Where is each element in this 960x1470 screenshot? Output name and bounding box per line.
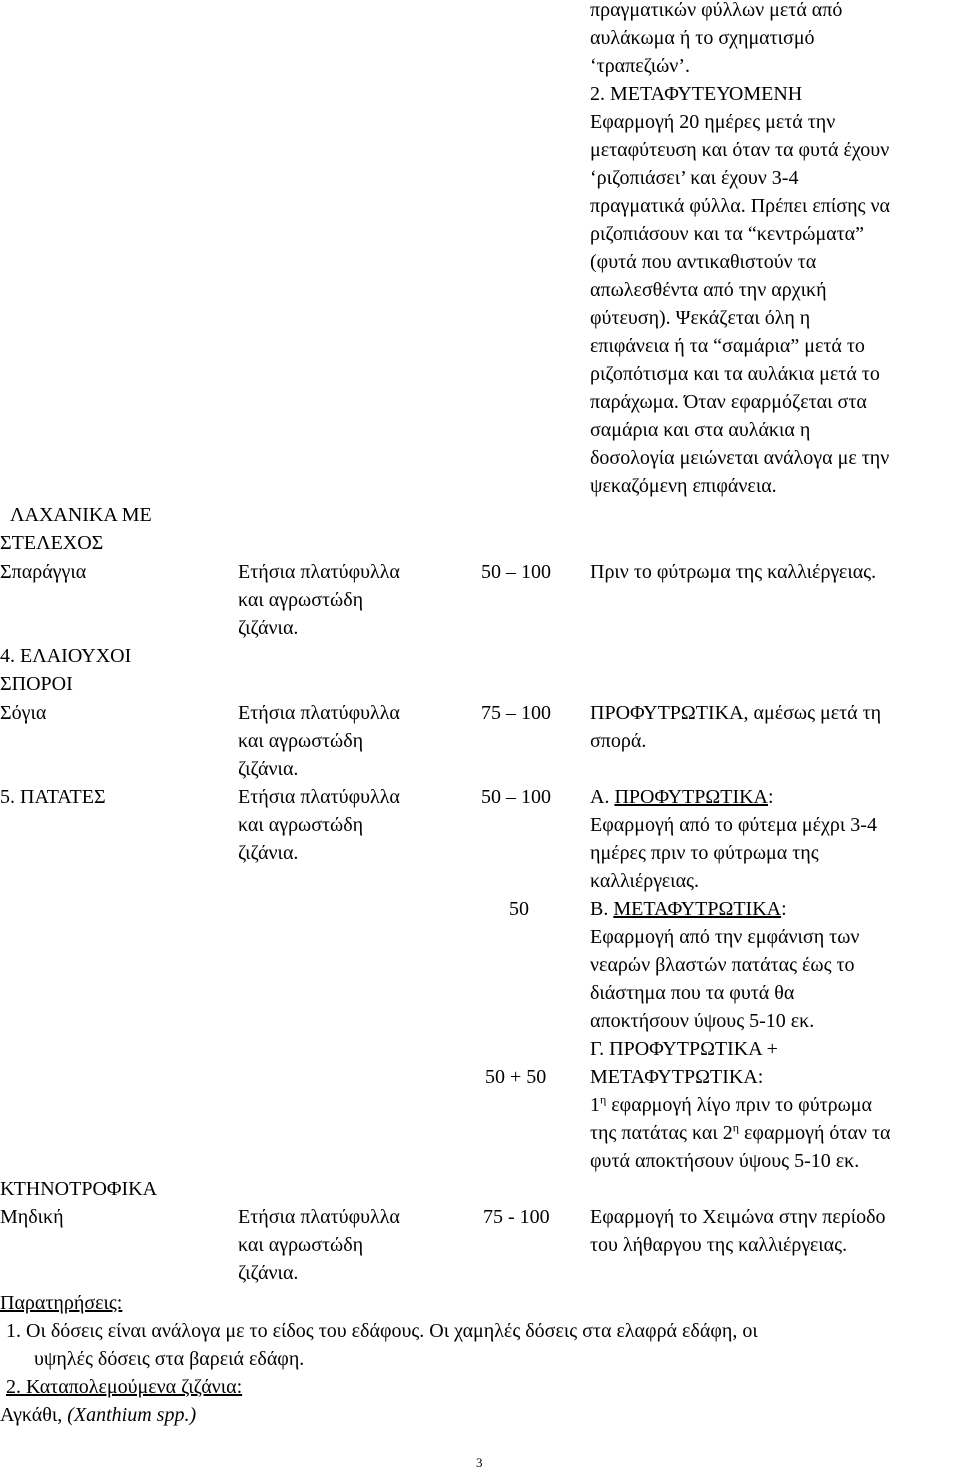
target-weeds: ζιζάνια.	[238, 617, 299, 639]
application-notes: διάστημα που τα φυτά θα	[590, 982, 795, 1004]
application-notes: φυτά αποκτήσουν ύψους 5-10 εκ.	[590, 1150, 860, 1172]
remark-item: υψηλές δόσεις στα βαρειά εδάφη.	[34, 1348, 305, 1370]
remark-item: Αγκάθι, (Xanthium spp.)	[0, 1404, 197, 1426]
method-b-label: ΜΕΤΑΦΥΤΡΩΤΙΚΑ	[613, 898, 782, 920]
application-notes: Εφαρμογή το Χειμώνα στην περίοδο	[590, 1206, 886, 1228]
application-notes: αποκτήσουν ύψους 5-10 εκ.	[590, 1010, 815, 1032]
dose-value: 50 – 100	[481, 786, 551, 808]
crop-name: Σόγια	[0, 702, 47, 724]
method-b-prefix: Β.	[590, 898, 614, 920]
target-weeds: και αγρωστώδη	[238, 814, 364, 836]
note-line: αυλάκωμα ή το σχηματισμό	[590, 27, 815, 49]
dose-value: 50 – 100	[481, 561, 551, 583]
note-line: ‘τραπεζιών’.	[590, 55, 690, 77]
note-line: φύτευση). Ψεκάζεται όλη η	[590, 307, 811, 329]
remark-item: 2. Καταπολεμούμενα ζιζάνια:	[6, 1376, 243, 1398]
crop-name: Σπαράγγια	[0, 561, 87, 583]
dose-value: 50	[509, 898, 529, 920]
section-heading-stem-vegetables: ΣΤΕΛΕΧΟΣ	[0, 532, 104, 554]
note-line: Εφαρμογή 20 ημέρες μετά την	[590, 111, 836, 133]
target-weeds: ζιζάνια.	[238, 842, 299, 864]
application-notes: Εφαρμογή από την εμφάνιση των	[590, 926, 860, 948]
dose-value: 75 – 100	[481, 702, 551, 724]
target-weeds: Ετήσια πλατύφυλλα	[238, 1206, 400, 1228]
method-a-label: ΠΡΟΦΥΤΡΩΤΙΚΑ	[614, 786, 768, 808]
method-c-title: Γ. ΠΡΟΦΥΤΡΩΤΙΚΑ +	[590, 1038, 778, 1060]
section-heading-oilseeds: ΣΠΟΡΟΙ	[0, 673, 73, 695]
note-line: 2. ΜΕΤΑΦΥΤΕΥΟΜΕΝΗ	[590, 83, 803, 105]
target-weeds: Ετήσια πλατύφυλλα	[238, 561, 400, 583]
section-heading-stem-vegetables: ΛΑΧΑΝΙΚΑ ΜΕ	[10, 504, 152, 526]
target-weeds: και αγρωστώδη	[238, 730, 364, 752]
note-line: δοσολογία μειώνεται ανάλογα με την	[590, 447, 890, 469]
target-weeds: ζιζάνια.	[238, 1262, 299, 1284]
remarks-title: Παρατηρήσεις:	[0, 1292, 123, 1314]
method-a-title: Α. ΠΡΟΦΥΤΡΩΤΙΚΑ:	[590, 786, 774, 808]
note-line: ψεκαζόμενη επιφάνεια.	[590, 475, 777, 497]
application-notes: σπορά.	[590, 730, 647, 752]
note-line: πραγματικών φύλλων μετά από	[590, 0, 843, 21]
note-line: (φυτά που αντικαθιστούν τα	[590, 251, 817, 273]
target-weeds: ζιζάνια.	[238, 758, 299, 780]
application-notes: $1^\eta$ εφαρμογή λίγο πριν το φύτρωμα	[590, 1092, 872, 1116]
method-b-title: Β. ΜΕΤΑΦΥΤΡΩΤΙΚΑ:	[590, 898, 787, 920]
dose-value: 75 - 100	[483, 1206, 550, 1228]
application-notes: της πατάτας και $2^\eta$ εφαρμογή όταν τα	[590, 1120, 891, 1144]
note-line: επιφάνεια ή τα “σαμάρια” μετά το	[590, 335, 865, 357]
note-line: παράχωμα. Όταν εφαρμόζεται στα	[590, 391, 867, 413]
page-number: 3	[476, 1455, 483, 1470]
application-notes: Εφαρμογή από το φύτεμα μέχρι 3-4	[590, 814, 877, 836]
crop-name: Μηδική	[0, 1206, 64, 1228]
target-weeds: Ετήσια πλατύφυλλα	[238, 702, 400, 724]
application-notes: Πριν το φύτρωμα της καλλιέργειας.	[590, 561, 877, 583]
note-line: μεταφύτευση και όταν τα φυτά έχουν	[590, 139, 890, 161]
note-line: ριζοπότισμα και τα αυλάκια μετά το	[590, 363, 880, 385]
target-weeds: Ετήσια πλατύφυλλα	[238, 786, 400, 808]
section-heading-potatoes: 5. ΠΑΤΑΤΕΣ	[0, 786, 106, 808]
application-notes: καλλιέργειας.	[590, 870, 699, 892]
section-heading-forage: ΚΤΗΝΟΤΡΟΦΙΚΑ	[0, 1178, 158, 1200]
dose-value: 50 + 50	[485, 1066, 547, 1088]
method-a-prefix: Α.	[590, 786, 615, 808]
method-c-subtitle: ΜΕΤΑΦΥΤΡΩΤΙΚΑ:	[590, 1066, 764, 1088]
note-line: απωλεσθέντα από την αρχική	[590, 279, 827, 301]
application-notes: ΠΡΟΦΥΤΡΩΤΙΚΑ, αμέσως μετά τη	[590, 702, 882, 724]
application-notes: του λήθαργου της καλλιέργειας.	[590, 1234, 848, 1256]
note-line: ριζοπιάσουν και τα “κεντρώματα”	[590, 223, 865, 245]
note-line: ‘ριζοπιάσει’ και έχουν 3-4	[590, 167, 799, 189]
note-line: πραγματικά φύλλα. Πρέπει επίσης να	[590, 195, 890, 217]
remark-item: 1. Οι δόσεις είναι ανάλογα με το είδος του εδάφους. Οι χαμηλές δόσεις στα ελαφρά εδάφη, οι	[6, 1320, 758, 1342]
note-line: σαμάρια και στα αυλάκια η	[590, 419, 811, 441]
section-heading-oilseeds: 4. ΕΛΑΙΟΥΧΟΙ	[0, 645, 132, 667]
target-weeds: και αγρωστώδη	[238, 589, 364, 611]
target-weeds: και αγρωστώδη	[238, 1234, 364, 1256]
application-notes: ημέρες πριν το φύτρωμα της	[590, 842, 819, 864]
application-notes: νεαρών βλαστών πατάτας έως το	[590, 954, 855, 976]
